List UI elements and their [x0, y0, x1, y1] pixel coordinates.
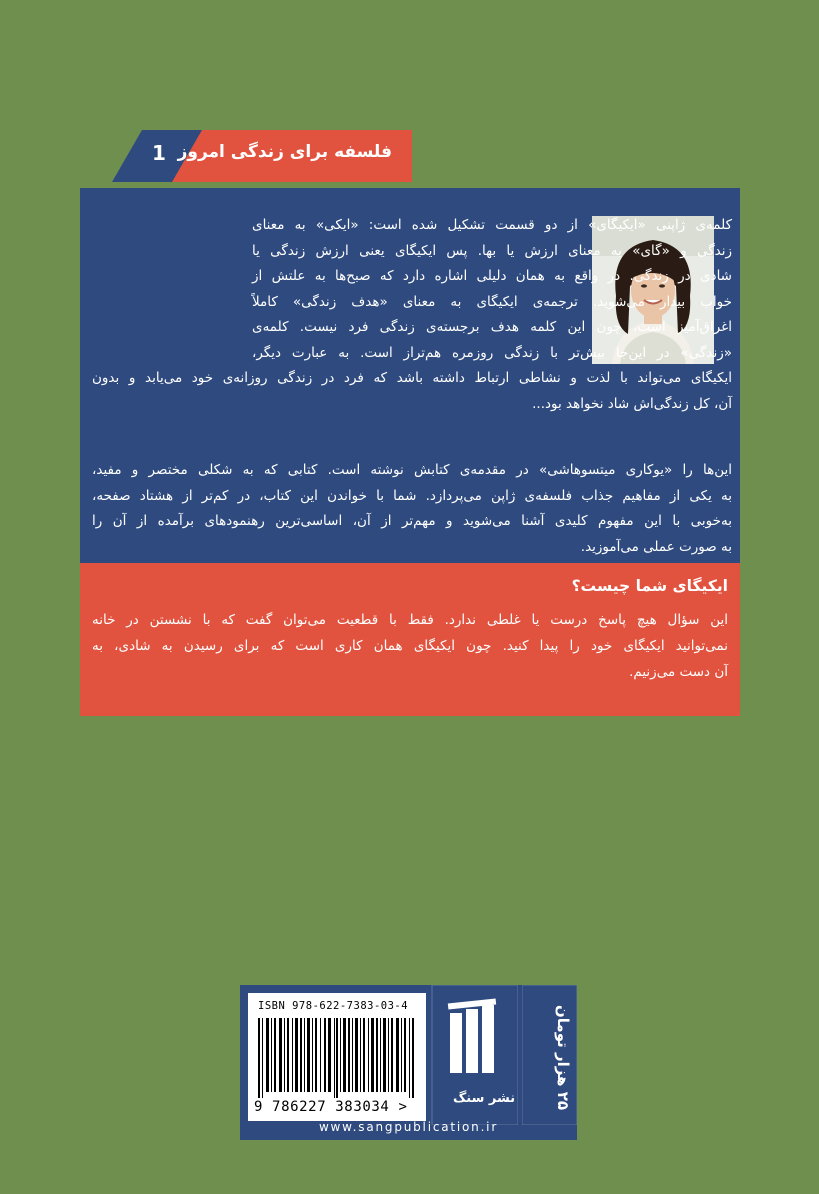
intro-paragraph [92, 213, 732, 417]
question-line: نمی‌توانید ایکیگای خود را پیدا کنید. چون ایکیگای همان کاری است که برای رسیدن به شادی، به [92, 638, 728, 654]
publisher-box [240, 985, 577, 1140]
intro-line: ایکیگای می‌تواند با لذت و نشاطی ارتباط داشته باشد که فرد در زندگی روزانه‌ی خود می‌یابد و بدون [92, 370, 732, 386]
intro-line: اغراق‌آمیز است، چون این کلمه هدف برجسته‌ی زندگی فرد نیست. کلمه‌ی [252, 319, 732, 335]
intro-line: خواب بیدار می‌شوید. ترجمه‌ی ایکیگای به معنای «هدف زندگی» کاملاً [252, 293, 732, 310]
question-box [80, 563, 740, 716]
intro-line: کلمه‌ی ژاپنی «ایکیگای» از دو قسمت تشکیل شده است: «ایکی» به معنای [252, 217, 732, 233]
publisher-name: نشر سنگ [453, 1091, 516, 1106]
series-banner [112, 130, 412, 182]
question-title: ایکیگای شما چیست؟ [571, 577, 728, 595]
intro-line: آن، کل زندگی‌اش شاد نخواهد بود... [532, 395, 732, 412]
barcode-digits: 9 786227 383034 > [254, 1099, 408, 1115]
about-line: این‌ها را «یوکاری میتسوهاشی» در مقدمه‌ی کتابش نوشته است. کتابی که به شکلی مختصر و مفید، [92, 462, 732, 478]
question-paragraph [92, 607, 728, 685]
about-line: به‌خوبی با این مفهوم کلیدی آشنا می‌شوید و مهم‌تر از آن، اساسی‌ترین رهنمودهای برآمده از آن را [92, 513, 732, 529]
about-line: به صورت عملی می‌آموزید. [580, 538, 732, 555]
series-number: 1 [152, 141, 166, 165]
price-label: ۲۵ هزار تومان [554, 1005, 572, 1111]
barcode-icon [258, 1018, 418, 1098]
intro-line: زندگی و «گای» به معنای ارزش یا بها. پس ایکیگای یعنی ارزش زندگی یا [252, 242, 732, 259]
isbn-label: ISBN 978-622-7383-03-4 [258, 1000, 409, 1012]
intro-line: شادی در زندگی. در واقع به همان دلیلی اشاره دارد که صبح‌ها به علتش از [252, 268, 732, 284]
website-link[interactable]: www.sangpublication.ir [318, 1120, 499, 1134]
about-line: به یکی از مفاهیم جذاب فلسفه‌ی ژاپن می‌پردازد. شما با خواندن این کتاب، در کم‌تر از هشتاد صفحه، [92, 487, 732, 504]
isbn-card [248, 993, 426, 1121]
question-line: آن دست می‌زنیم. [629, 664, 728, 680]
about-paragraph [92, 458, 732, 560]
series-title: فلسفه برای زندگی امروز [177, 142, 392, 162]
intro-line: «زندگی» در این‌جا بیش‌تر با زندگی روزمره هم‌تراز است. به عبارت دیگر، [252, 344, 732, 361]
question-line: این سؤال هیچ پاسخ درست یا غلطی ندارد. فقط با قطعیت می‌توان گفت که با نشستن در خانه [92, 612, 728, 628]
